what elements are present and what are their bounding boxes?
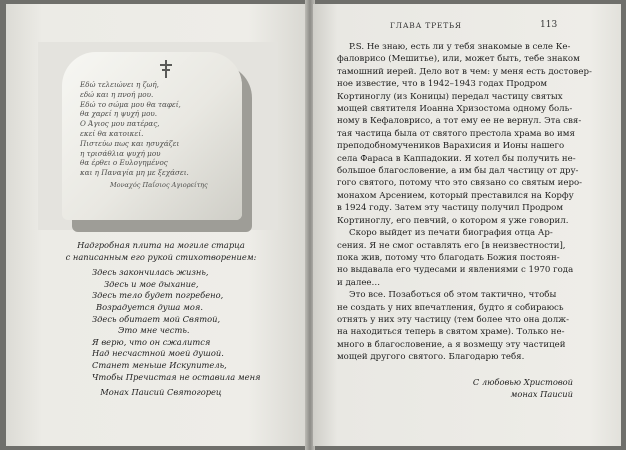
text-line: Это все. Позаботься об этом тактично, чтобы <box>349 290 557 301</box>
caption-heading-line: Надгробная плита на могиле старца <box>77 240 245 250</box>
text-line: монахом Арсением, который преставился на Корфу <box>337 190 574 201</box>
caption-signature: Монах Паисий Святогорец <box>100 387 222 398</box>
inscription-line: και η Παναγία μη με ξεχάσει. <box>80 168 189 178</box>
text-line: Кортиноглу, его певчий, о котором я уже говорил. <box>337 215 569 226</box>
poem-line: Это мне честь. <box>118 325 190 336</box>
inscription-line: εκεί θα κατοικεί. <box>80 128 144 138</box>
closing-signature: монах Паисий <box>510 389 573 399</box>
poem-line: Здесь тело будет погребено, <box>92 290 224 301</box>
text-line: в 1924 году. Затем эту частицу получил Продром <box>337 203 564 214</box>
text-line: P.S. Не знаю, есть ли у тебя знакомые в селе Ке- <box>349 42 571 52</box>
caption-heading-line: с написанным его рукой стихотворением: <box>65 251 257 262</box>
text-line: тая частица была от святого престола храма во имя <box>337 128 575 139</box>
poem-line: Чтобы Пречистая не оставила меня <box>92 371 261 382</box>
text-line: большое благословение, а им бы дал частицу от дру- <box>337 166 579 177</box>
tombstone-inscription <box>80 80 235 191</box>
photo-caption <box>26 240 296 399</box>
text-line: тамошний иерей. Дело вот в чем: у меня есть достовер- <box>337 66 592 77</box>
inscription-line: Εδώ τελειώνει η ζωή, <box>80 80 159 89</box>
letter-closing <box>463 376 573 400</box>
inscription-line: Εδώ το σώμα μου θα ταφεί, <box>80 99 181 109</box>
text-line: много в благословение, а я возмещу эту частицей <box>337 339 566 350</box>
orthodox-cross-icon <box>159 60 173 78</box>
inscription-line: εδώ και η πνοή μου. <box>80 89 154 99</box>
page-number: 113 <box>540 20 558 30</box>
text-line: и далее… <box>337 277 381 288</box>
text-line: гого святого, потому что это связано со святым иеро- <box>337 178 583 189</box>
tombstone <box>62 52 242 220</box>
right-page <box>313 4 621 446</box>
inscription-line: η τρισάθλια ψυχή μου <box>80 148 161 158</box>
inscription-line: θα έρθει ο Ευλογημένος <box>80 158 168 168</box>
chapter-title: ГЛАВА ТРЕТЬЯ <box>390 21 462 30</box>
inscription-line: θα χαρεί η ψυχή μου. <box>80 109 158 119</box>
poem-line: Я верю, что он сжалится <box>92 336 211 347</box>
letter-text <box>337 41 595 364</box>
text-line: преподобномучеников Варахисия и Ионы нашего <box>337 141 565 152</box>
text-line: мощей другого святого. Благодарю тебя. <box>337 352 525 363</box>
text-line: на находиться теперь в святом храме). Только не- <box>337 327 565 338</box>
poem-line: Над несчастной моей душой. <box>92 348 224 359</box>
text-line: не создать у них впечатления, будто я собираюсь <box>337 302 564 313</box>
poem-line: Возрадуется душа моя. <box>96 301 204 312</box>
text-line: мощей святителя Иоанна Хризостома одному боль- <box>337 104 573 115</box>
poem-line: Здесь и мое дыхание, <box>104 278 199 289</box>
poem-line: Станет меньше Искупитель, <box>92 359 227 370</box>
text-line: пока жив, потому что благодать Божия постоян- <box>337 252 560 263</box>
poem <box>26 267 296 383</box>
closing-line: С любовью Христовой <box>472 377 573 387</box>
text-line: Кортиноглу (из Коницы) передал частицу святых <box>337 91 563 102</box>
poem-line: Здесь закончилась жизнь, <box>92 267 209 278</box>
text-line: села Фараса в Каппадокии. Я хотел бы получить не- <box>337 153 576 164</box>
text-line: Скоро выйдет из печати биография отца Ар- <box>349 228 553 239</box>
text-line: отнять у них эту частицу (тем более что она долж- <box>337 314 569 325</box>
text-line: но выдавала его чудесами и явлениями с 1970 года <box>337 265 574 276</box>
poem-line: Здесь обитает мой Святой, <box>92 313 221 324</box>
text-line: ному в Кефаловрисо, а тот ему ее не вернул. Эта свя- <box>337 116 582 127</box>
inscription-line: Πιστεύω πως και ησυχάζει <box>80 138 180 148</box>
left-page <box>6 4 309 446</box>
text-line: сения. Я не смог оставлять его [в неизвестности], <box>337 240 566 251</box>
inscription-signature: Μοναχός Παΐσιος Αγιορείτης <box>110 180 208 189</box>
text-line: фаловрисо (Мешитье), или, может быть, тебе знаком <box>337 54 580 65</box>
inscription-line: Ο Άγιος μου πατέρας, <box>80 119 160 129</box>
text-line: ное известие, что в 1942–1943 годах Продром <box>337 79 548 90</box>
